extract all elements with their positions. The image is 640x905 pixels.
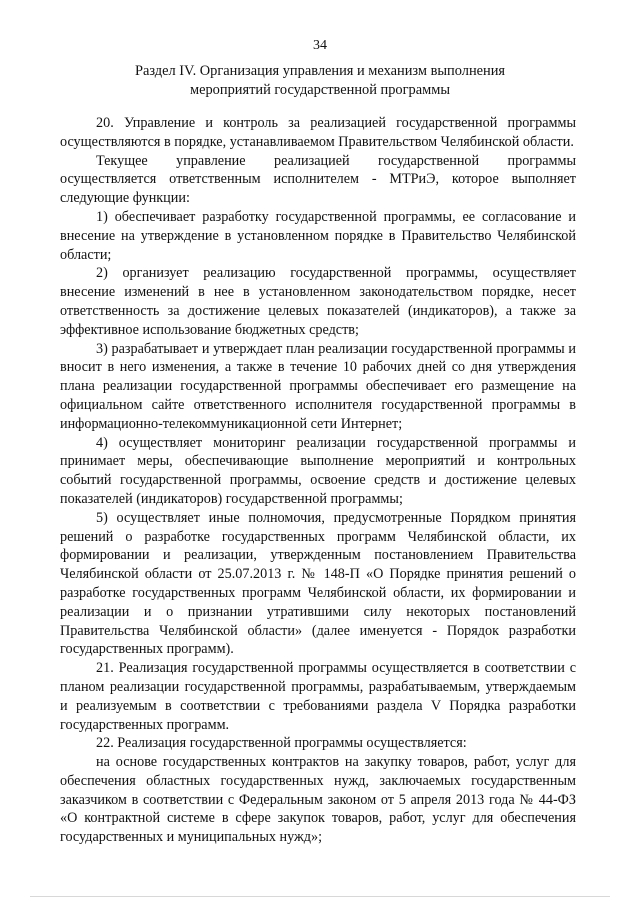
paragraph-function-1: 1) обеспечивает разработку государственной программы, ее согласование и внесение на утверждение в установленном порядке в Правительство Челябинской области; xyxy=(60,208,576,263)
paragraph-function-3: 3) разрабатывает и утверждает план реализации государственной программы и вносит в него изменения, а также в течение 10 рабочих дней со дня утверждения плана реализации государственной программы обеспечивает его размещение на официальном сайте ответственного исполнителя государственной программы в информационно-телекоммуникационной сети Интернет; xyxy=(60,340,576,432)
paragraph-function-2: 2) организует реализацию государственной программы, осуществляет внесение изменений в нее в установленном законодательством порядке, несет ответственность за достижение целевых показателей (индикаторов), а также за эффективное использование бюджетных средств; xyxy=(60,265,576,338)
section-heading-line-1: Раздел IV. Организация управления и механизм выполнения xyxy=(134,63,506,79)
body-text xyxy=(60,114,576,847)
paragraph-21: 21. Реализация государственной программы осуществляется в соответствии с планом реализации государственной программы, разрабатываемым, утверждаемым и реализуемым в соответствии с требованиями раздела V Порядка разработки государственных программ. xyxy=(60,660,576,733)
paragraph-function-4: 4) осуществляет мониторинг реализации государственной программы и принимает меры, обеспечивающие выполнение мероприятий и контрольных событий государственной программы, освоение средств и достижение целевых показателей (индикаторов) государственной программы; xyxy=(60,434,576,507)
section-heading-line-2: мероприятий государственной программы xyxy=(189,82,450,98)
section-heading xyxy=(90,62,550,100)
paragraph-20: 20. Управление и контроль за реализацией государственной программы осуществляются в порядке, устанавливаемом Правительством Челябинской области. xyxy=(60,115,576,150)
bottom-rule xyxy=(30,896,610,897)
paragraph-22: 22. Реализация государственной программы осуществляется: xyxy=(96,735,467,752)
page-number: 34 xyxy=(313,38,327,53)
paragraph-current-management: Текущее управление реализацией государственной программы осуществляется ответственным исполнителем - МТРиЭ, которое выполняет следующие функции: xyxy=(60,152,576,207)
paragraph-contracts: на основе государственных контрактов на закупку товаров, работ, услуг для обеспечения областных государственных нужд, заключаемых государственным заказчиком в соответствии с Федеральным законом от 5 апреля 2013 года № 44-ФЗ «О контрактной системе в сфере закупок товаров, работ, услуг для обеспечения государственных и муниципальных нужд»; xyxy=(60,754,576,846)
paragraph-function-5: 5) осуществляет иные полномочия, предусмотренные Порядком принятия решений о разработке государственных программ Челябинской области, их формировании и реализации, утвержденным постановлением Правительства Челябинской области от 25.07.2013 г. № 148-П «О Порядке принятия решений о разработке государственных программ Челябинской области, их формировании и реализации и о признании утратившими силу некоторых постановлений Правительства Челябинской области» (далее именуется - Порядок разработки государственных программ). xyxy=(60,509,576,658)
